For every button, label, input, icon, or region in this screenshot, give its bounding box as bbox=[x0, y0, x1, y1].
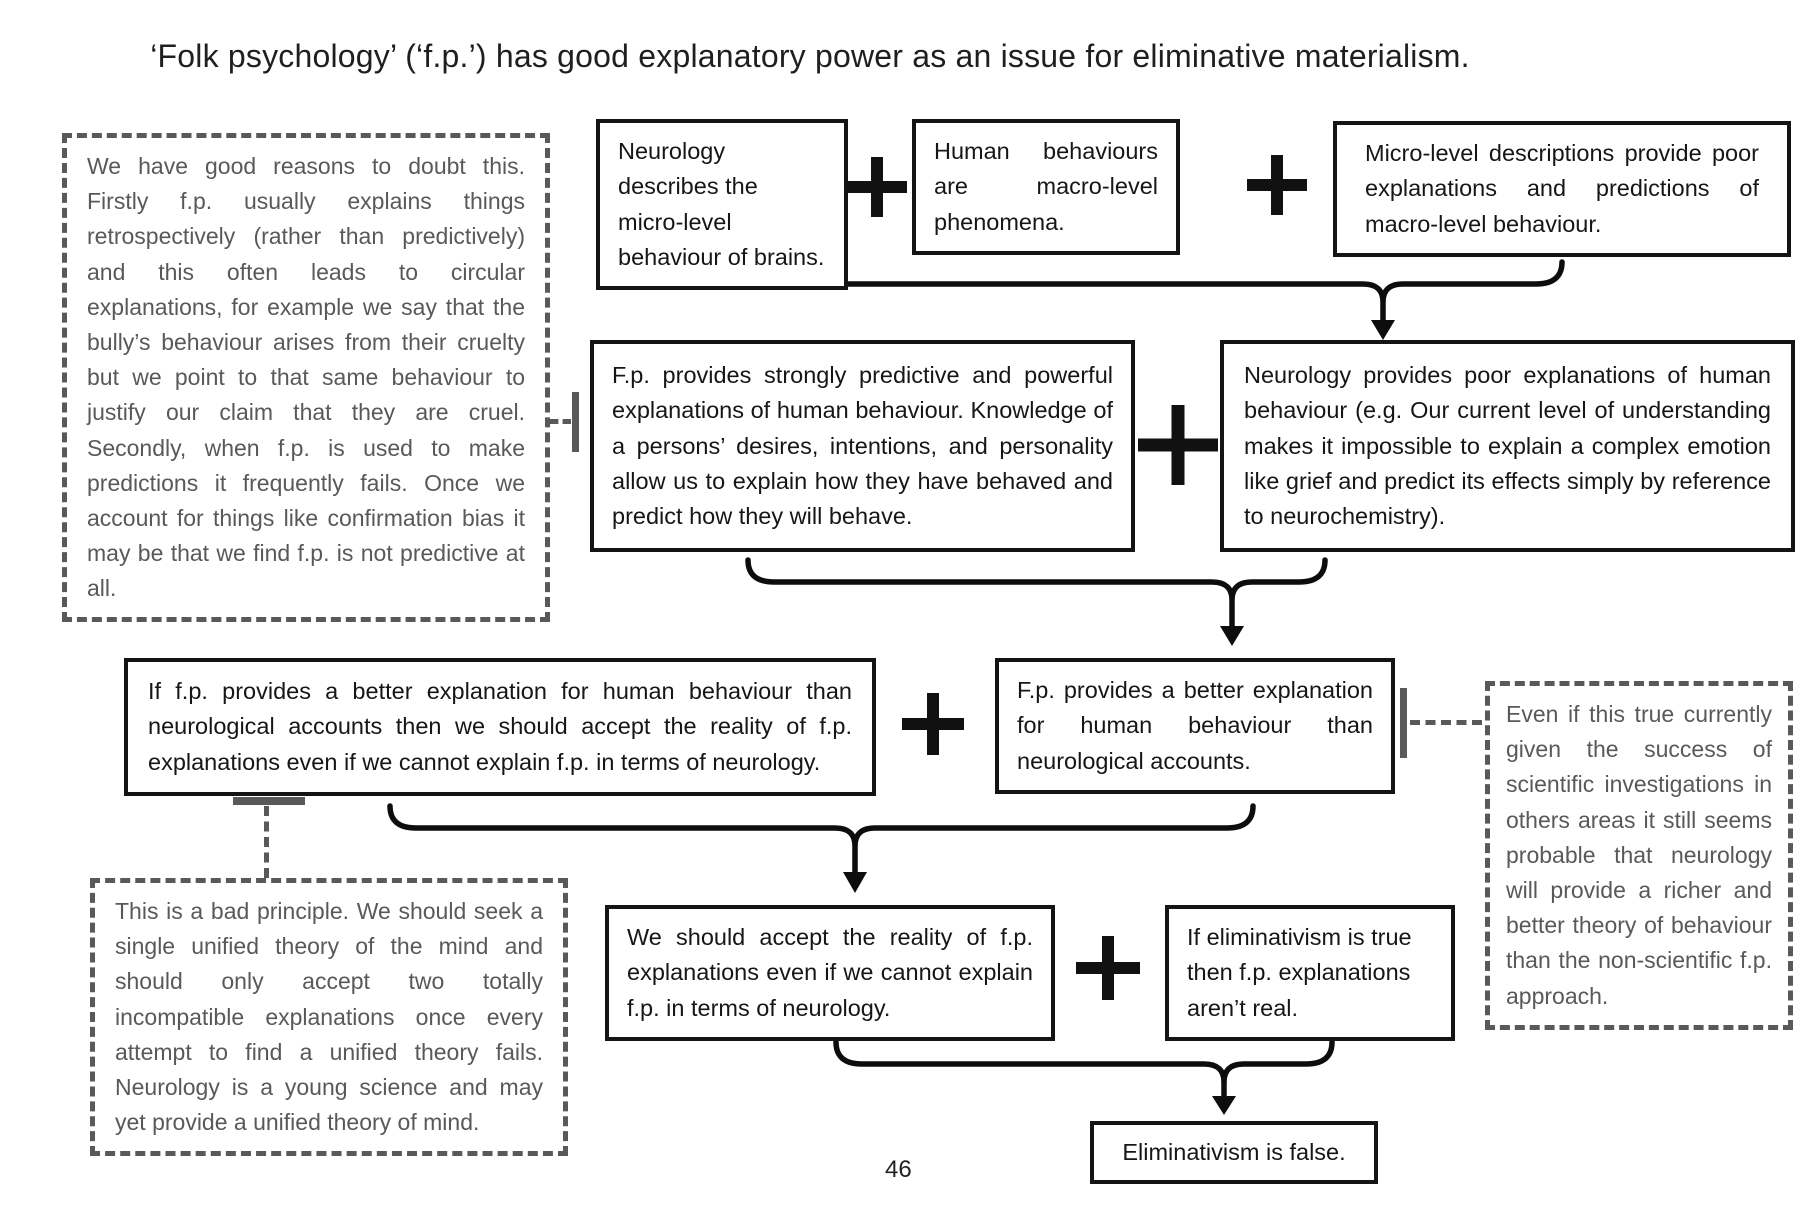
conclusion-box: Eliminativism is false. bbox=[1090, 1121, 1378, 1184]
plus-icon bbox=[902, 693, 964, 755]
objection-connector-dashes bbox=[1410, 720, 1482, 725]
premise-box-if-fp-better: If f.p. provides a better explanation for human behaviour than neurological accounts then we should accept the reality of f.p. explanations even if we cannot explain f.p. in terms of neurology. bbox=[124, 658, 876, 796]
plus-icon bbox=[1076, 936, 1140, 1000]
objection-connector-bar bbox=[233, 797, 305, 805]
plus-icon bbox=[1138, 405, 1218, 485]
premise-box-accept-reality: We should accept the reality of f.p. explanations even if we cannot explain f.p. in terms of neurology. bbox=[605, 905, 1055, 1041]
objection-connector-dashes bbox=[264, 806, 269, 878]
premise-box-neurology-describes: Neurology describes the micro-level behaviour of brains. bbox=[596, 119, 848, 290]
objection-box-doubt-fp: We have good reasons to doubt this. Firstly f.p. usually explains things retrospectively (rather than predictively) and this often leads to circular explanations, for example we say that the bully’s behaviour arises from their cruelty but we point to that same behaviour to justify our claim that they are cruel. Secondly, when f.p. is used to make predictions it frequently fails. Once we account for things like confirmation bias it may be that we find f.p. is not predictive at all. bbox=[62, 133, 550, 622]
plus-icon bbox=[847, 157, 907, 217]
premise-box-if-eliminativism: If eliminativism is true then f.p. explanations aren’t real. bbox=[1165, 905, 1455, 1041]
premise-box-human-behaviours: Human behaviours are macro-level phenomena. bbox=[912, 119, 1180, 255]
brace-arrow-row2-to-row3 bbox=[748, 560, 1325, 646]
objection-connector-bar bbox=[1400, 688, 1407, 758]
brace-arrow-row4-to-conclusion bbox=[836, 1042, 1332, 1115]
plus-icon bbox=[1247, 155, 1307, 215]
premise-box-micro-descriptions: Micro-level descriptions provide poor explanations and predictions of macro-level behaviour. bbox=[1333, 121, 1791, 257]
objection-connector-bar bbox=[572, 392, 579, 452]
premise-box-fp-predictive: F.p. provides strongly predictive and powerful explanations of human behaviour. Knowledge of a persons’ desires, intentions, and personality allow us to explain how they have behaved and predict how they will behave. bbox=[590, 340, 1135, 552]
premise-box-neurology-poor: Neurology provides poor explanations of human behaviour (e.g. Our current level of understanding makes it impossible to explain a complex emotion like grief and predict its effects simply by reference to neurochemistry). bbox=[1220, 340, 1795, 552]
objection-box-bad-principle: This is a bad principle. We should seek a single unified theory of the mind and should only accept two totally incompatible explanations once every attempt to find a unified theory fails. Neurology is a young science and may yet provide a unified theory of mind. bbox=[90, 878, 568, 1156]
page-number: 46 bbox=[885, 1156, 912, 1183]
objection-connector-dashes bbox=[550, 419, 571, 424]
objection-box-even-if-true: Even if this true currently given the success of scientific investigations in others areas it still seems probable that neurology will provide a richer and better theory of behaviour than the non-scientific f.p. approach. bbox=[1485, 681, 1793, 1030]
premise-box-fp-better: F.p. provides a better explanation for human behaviour than neurological accounts. bbox=[995, 658, 1395, 794]
diagram-title: ‘Folk psychology’ (‘f.p.’) has good explanatory power as an issue for eliminative materialism. bbox=[150, 38, 1470, 74]
